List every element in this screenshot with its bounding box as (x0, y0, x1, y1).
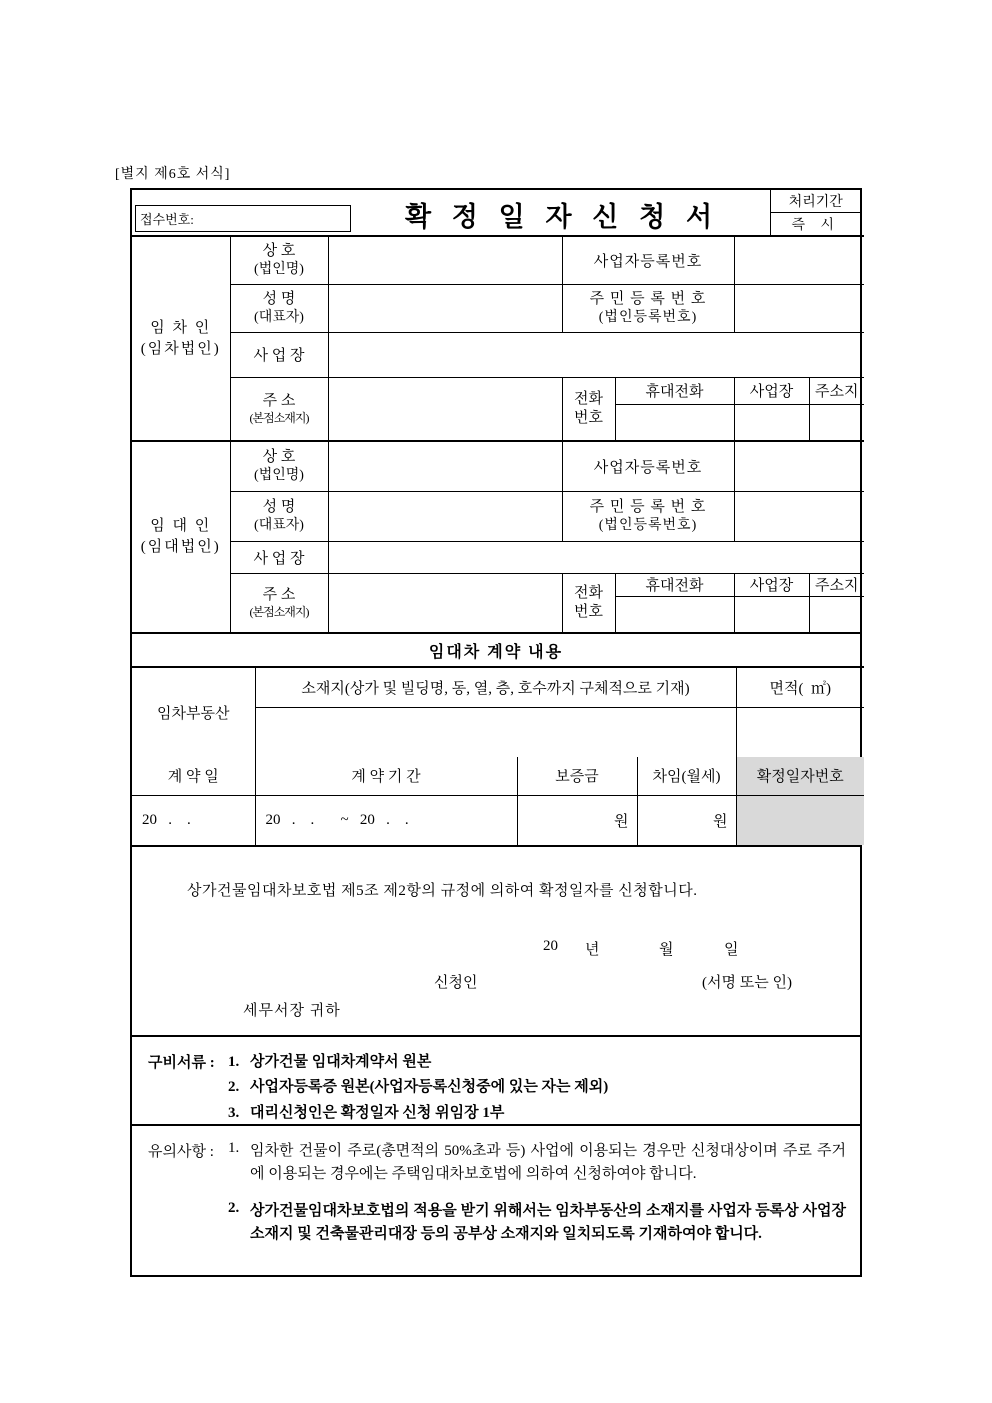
lessor-resident-no-label (562, 491, 734, 541)
lessee-workplace-field[interactable] (328, 332, 864, 377)
lessee-address-label (230, 377, 328, 440)
lessor-resident-no-field[interactable] (734, 491, 864, 541)
contract-date-field[interactable]: 20 . . (132, 795, 255, 845)
lessee-address-field[interactable] (328, 377, 562, 440)
lessor-phone-label-line1: 전화 (574, 585, 603, 601)
lessor-biz-reg-no-field[interactable] (734, 441, 864, 491)
signature-or-seal-label: (서명 또는 인) (702, 975, 792, 991)
lessor-workplace-field[interactable] (328, 541, 864, 573)
rent-field[interactable]: 원 (637, 795, 736, 845)
lessor-mobile-field[interactable] (615, 596, 734, 632)
lessee-name-label-main: 성 명 (262, 290, 296, 307)
lessor-home-addr-field[interactable] (809, 596, 864, 632)
lessee-resident-no-label (562, 284, 734, 332)
location-field[interactable] (255, 707, 736, 757)
lessor-section (132, 440, 864, 632)
lessor-trade-name-label-sub: (법인명) (254, 467, 304, 483)
lessor-name-label (230, 491, 328, 541)
required-doc-item (228, 1102, 850, 1125)
note-2-text: 상가건물임대차보호법의 적용을 받기 위해서는 임차부동산의 소재지를 사업자 등록상 사업장소재지 및 건축물관리대장 등의 공부상 소재지와 일치되도록 기재하여야 합니다. (250, 1202, 846, 1242)
lessor-workplace-label: 사 업 장 (230, 541, 328, 573)
area-header: 면적( ㎡) (736, 667, 864, 707)
required-doc-2-text: 사업자등록증 원본(사업자등록신청중에 있는 자는 제외) (250, 1079, 609, 1096)
required-doc-item (228, 1076, 850, 1099)
declaration-day-label: 일 (724, 942, 739, 958)
note-item (228, 1200, 850, 1247)
lessee-resident-no-label-sub: (법인등록번호) (598, 309, 698, 325)
lessor-resident-no-label-main: 주 민 등 록 번 호 (589, 498, 707, 515)
lessee-home-addr-label: 주소지 (809, 377, 864, 404)
area-field[interactable] (736, 707, 864, 757)
declaration-month-label: 월 (659, 942, 674, 958)
lessor-biz-place-label: 사업장 (734, 573, 809, 596)
note-1-no: 1. (228, 1140, 240, 1156)
receipt-number-label: 접수번호: (140, 212, 194, 227)
lessee-phone-label-line2: 번호 (574, 409, 603, 426)
lessee-name-label-sub: (대표자) (254, 309, 304, 325)
processing-period-value: 즉 시 (791, 218, 841, 233)
contract-period-label: 계 약 기 간 (255, 757, 517, 795)
leased-property-section (132, 666, 864, 757)
lessee-address-label-main: 주 소 (262, 392, 296, 409)
lessee-phone-label-line1: 전화 (574, 391, 603, 407)
declaration-year-prefix: 20 (543, 938, 558, 954)
required-doc-1-no: 1. (228, 1054, 240, 1070)
lessee-resident-no-label-main: 주 민 등 록 번 호 (589, 290, 707, 307)
lessee-biz-reg-no-label: 사업자등록번호 (562, 236, 734, 284)
lessee-mobile-field[interactable] (615, 404, 734, 440)
lessee-trade-name-label-sub: (법인명) (254, 261, 304, 277)
lessee-mobile-label: 휴대전화 (615, 377, 734, 404)
lessee-resident-no-field[interactable] (734, 284, 864, 332)
lessor-home-addr-label: 주소지 (809, 573, 864, 596)
note-2-no: 2. (228, 1199, 240, 1216)
declaration-section (132, 845, 860, 1035)
form-title: 확 정 일 자 신 청 서 (404, 202, 720, 232)
lessee-trade-name-label (230, 236, 328, 284)
notes-section (132, 1124, 860, 1275)
lessor-name-field[interactable] (328, 491, 562, 541)
applicant-label: 신청인 (434, 975, 478, 991)
rent-label: 차임(월세) (637, 757, 736, 795)
lessor-party-label-sub: (임대법인) (140, 539, 221, 555)
lessor-biz-reg-no-label: 사업자등록번호 (562, 441, 734, 491)
lessor-trade-name-label-main: 상 호 (262, 449, 296, 466)
lessee-name-field[interactable] (328, 284, 562, 332)
lessor-party-label-main: 임 대 인 (150, 518, 212, 534)
lessee-trade-name-field[interactable] (328, 236, 562, 284)
processing-period-box (770, 190, 860, 235)
fixed-date-no-field (736, 795, 864, 845)
attachment-form-label: [별지 제6호 서식] (115, 167, 231, 182)
contract-date-label: 계 약 일 (132, 757, 255, 795)
deposit-label: 보증금 (517, 757, 637, 795)
lessor-name-label-main: 성 명 (262, 498, 296, 515)
lessee-section (132, 235, 864, 440)
required-docs-label: 구비서류 : (148, 1055, 215, 1071)
lessee-biz-reg-no-field[interactable] (734, 236, 864, 284)
declaration-statement: 상가건물임대차보호법 제5조 제2항의 규정에 의하여 확정일자를 신청합니다. (187, 883, 698, 899)
form-header-left (132, 190, 770, 235)
form-header (132, 190, 860, 235)
lessor-address-label (230, 573, 328, 632)
required-docs-section (132, 1035, 860, 1124)
lessee-biz-place-label: 사업장 (734, 377, 809, 404)
lessor-mobile-label: 휴대전화 (615, 573, 734, 596)
contract-period-field[interactable]: 20 . . ~ 20 . . (255, 795, 517, 845)
lessor-address-label-main: 주 소 (262, 586, 296, 603)
lessee-address-label-sub: (본점소재지) (249, 410, 309, 425)
lessee-name-label (230, 284, 328, 332)
note-item (228, 1140, 850, 1187)
lessee-party-label-main: 임 차 인 (150, 319, 212, 336)
lessor-phone-label-line2: 번호 (574, 603, 603, 620)
deposit-field[interactable]: 원 (517, 795, 637, 845)
lessee-home-addr-field[interactable] (809, 404, 864, 440)
lessor-biz-place-field[interactable] (734, 596, 809, 632)
required-doc-3-no: 3. (228, 1104, 240, 1121)
required-doc-2-no: 2. (228, 1079, 240, 1096)
note-1-text: 임차한 건물이 주로(총면적의 50%초과 등) 사업에 이용되는 경우만 신청대상이며 주로 주거에 이용되는 경우에는 주택임대차보호법에 의하여 신청하여야 합니다. (250, 1143, 846, 1183)
fixed-date-application-form (130, 188, 862, 1277)
processing-period-label: 처리기간 (771, 190, 860, 213)
lessee-trade-name-label-main: 상 호 (262, 243, 296, 260)
lessee-party-label-sub: (임차법인) (140, 340, 221, 357)
lessor-resident-no-label-sub: (법인등록번호) (598, 517, 698, 533)
lessor-name-label-sub: (대표자) (254, 517, 304, 533)
lessor-address-label-sub: (본점소재지) (249, 604, 309, 619)
lessor-party-label (132, 441, 230, 632)
lessor-phone-label (562, 573, 615, 632)
location-header: 소재지(상가 및 빌딩명, 동, 열, 층, 호수까지 구체적으로 기재) (255, 667, 736, 707)
declaration-year-label: 년 (585, 942, 600, 958)
recipient-tax-office: 세무서장 귀하 (243, 1003, 341, 1019)
required-doc-1-text: 상가건물 임대차계약서 원본 (250, 1054, 432, 1070)
required-doc-3-text: 대리신청인은 확정일자 신청 위임장 1부 (250, 1104, 505, 1121)
contract-section-title: 임대차 계약 내용 (132, 632, 860, 666)
leased-property-label: 임차부동산 (132, 667, 255, 757)
fixed-date-no-label: 확정일자번호 (736, 757, 864, 795)
notes-label: 유의사항 : (148, 1144, 214, 1160)
lessee-party-label (132, 236, 230, 440)
lessee-phone-label (562, 377, 615, 440)
required-doc-item (228, 1051, 850, 1074)
lessor-trade-name-label (230, 441, 328, 491)
lessor-trade-name-field[interactable] (328, 441, 562, 491)
lessee-workplace-label: 사 업 장 (230, 332, 328, 377)
lessor-address-field[interactable] (328, 573, 562, 632)
contract-terms-section (132, 757, 864, 845)
receipt-number-field[interactable] (135, 205, 351, 232)
lessee-biz-place-field[interactable] (734, 404, 809, 440)
